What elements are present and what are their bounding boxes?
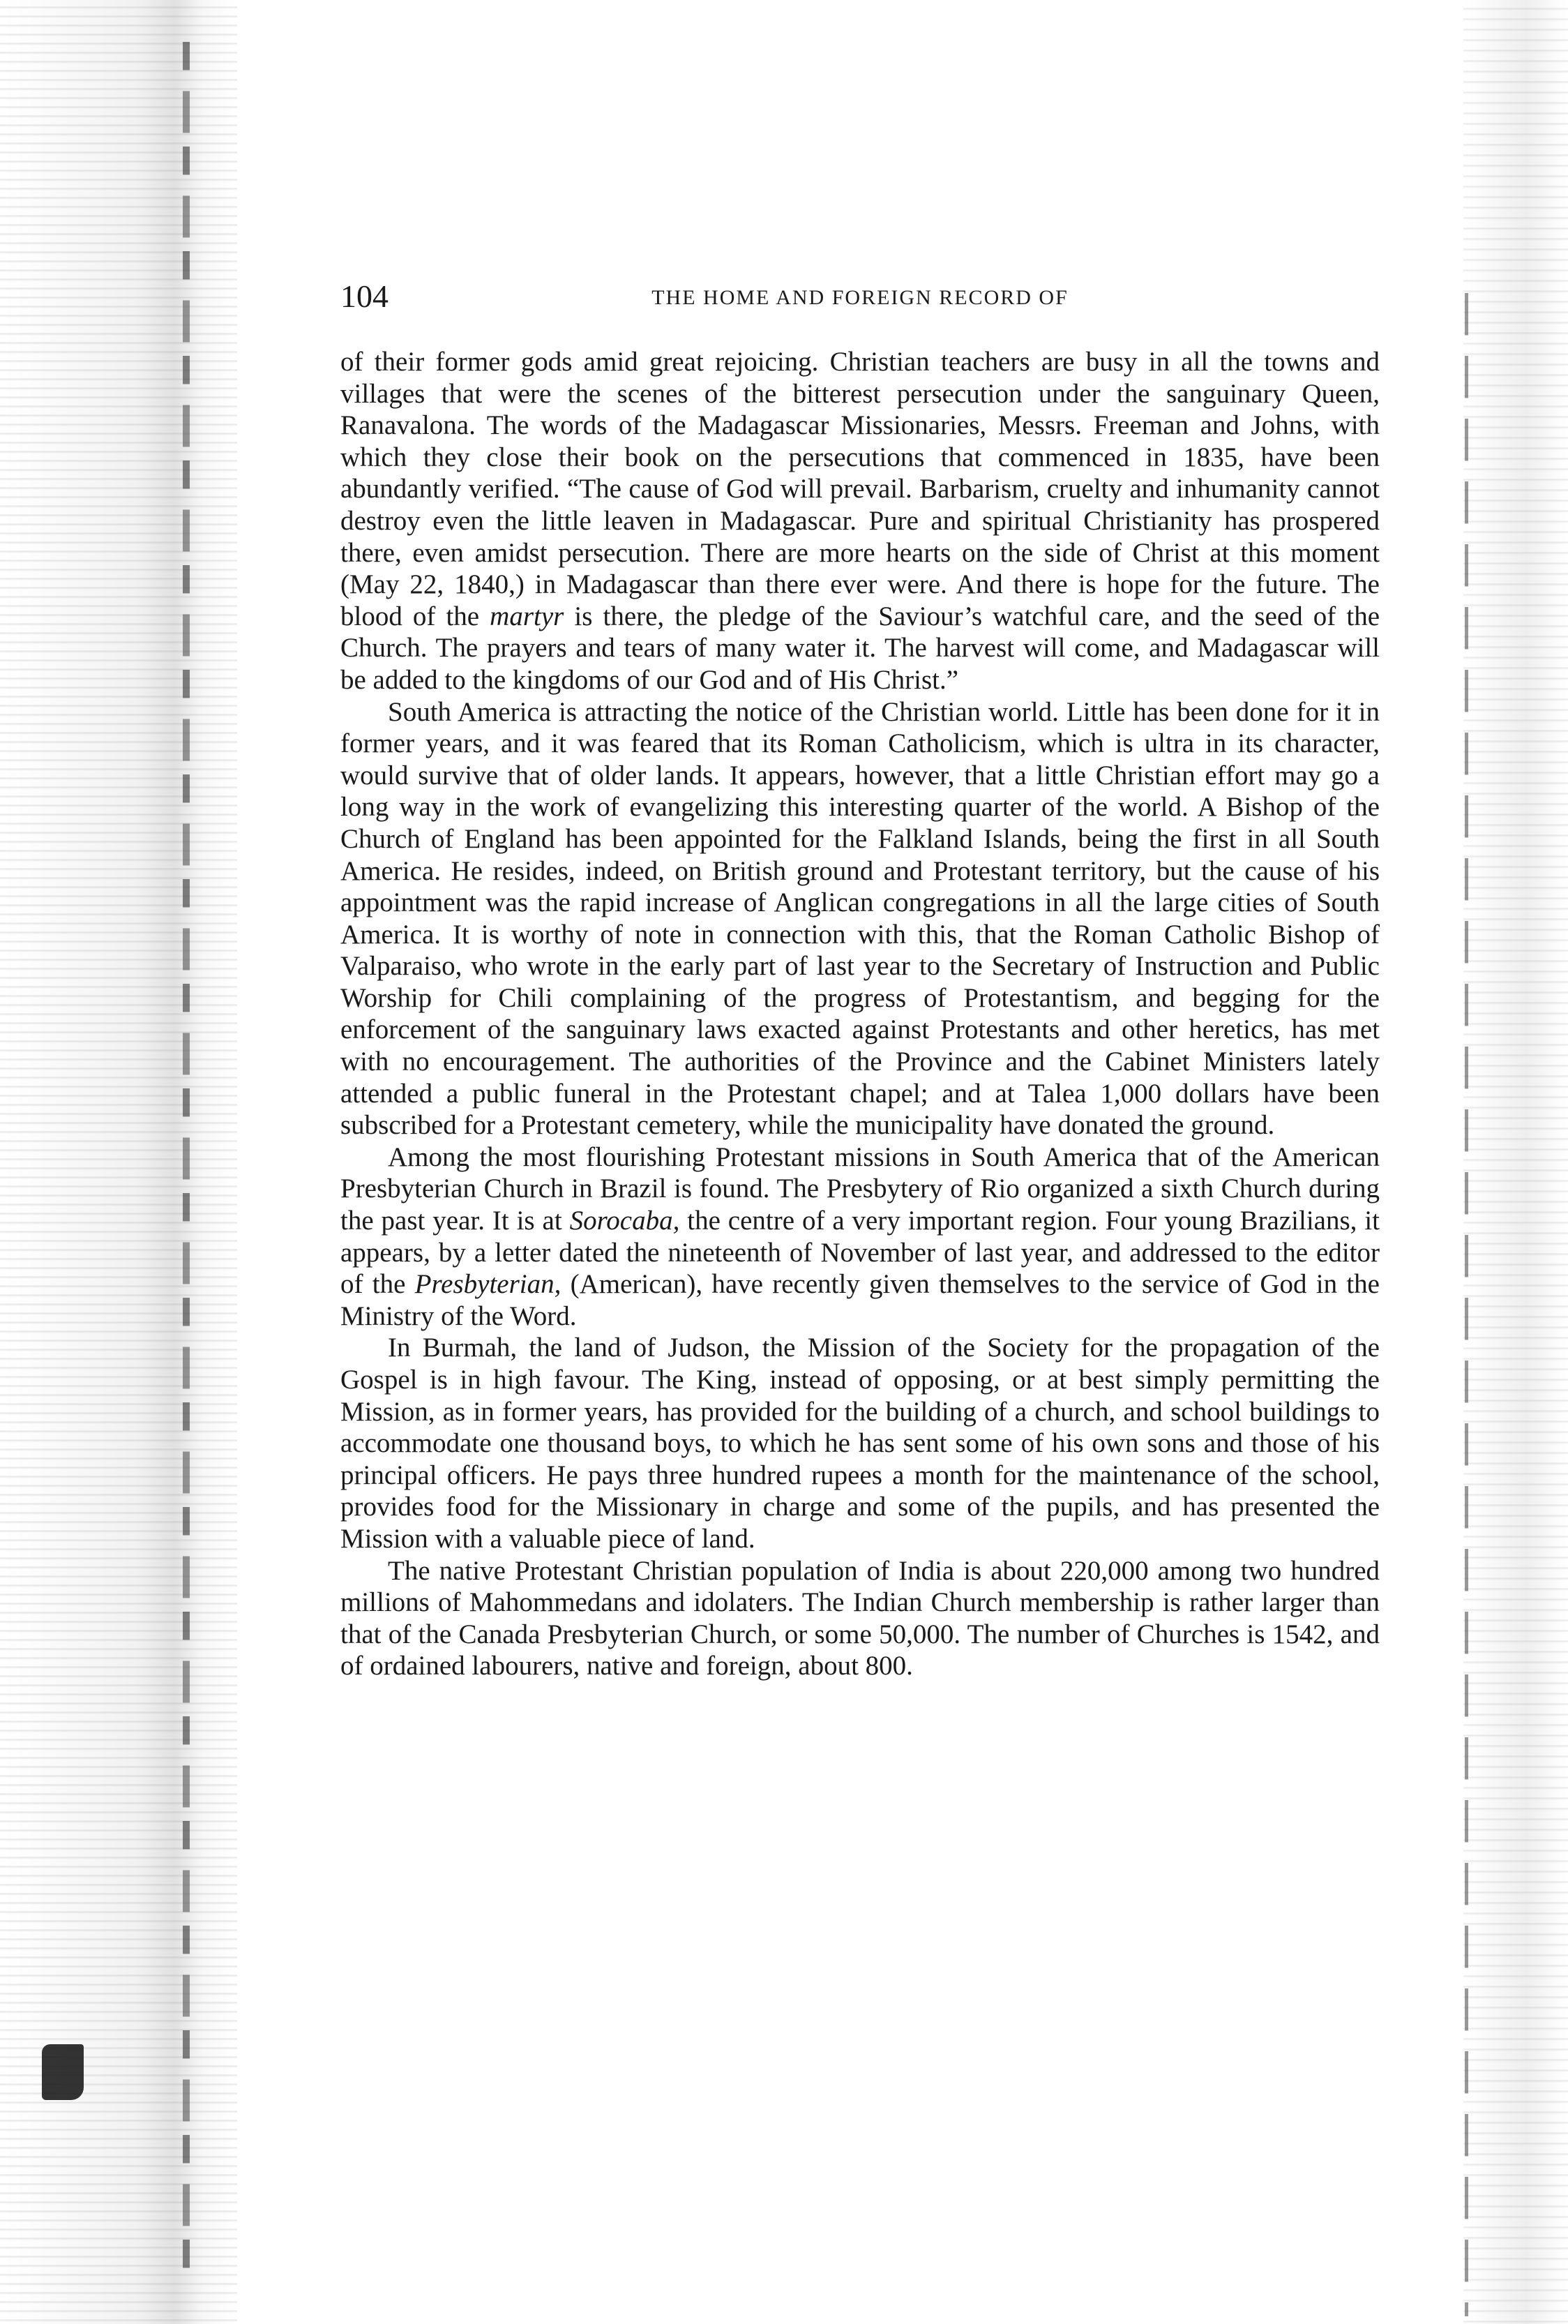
page-number: 104 <box>340 278 389 314</box>
paragraph-burmah <box>340 1332 1380 1554</box>
text-segment: (American), have recently given themselves to the service of God in the Ministry of the Word. <box>340 1269 1380 1331</box>
page-header <box>340 276 1380 317</box>
text-segment: The native Protestant Christian population of India is about 220,000 among two hundred millions of Mahommedans and idolaters. The Indian Church membership is rather larger than that of the Canada Presbyterian Church, or some 50,000. The number of Churches is 1542, and of ordained labourers, native and foreign, about 800. <box>340 1555 1380 1681</box>
text-segment: is there, the pledge of the Saviour’s watchful care, and the seed of the Church. The prayers and tears of many water it. The harvest will come, and Madagascar will be added to the kingdoms of our God and of His Christ.” <box>340 601 1380 695</box>
scan-edge-right <box>1463 0 1568 2324</box>
paragraph-south-america <box>340 696 1380 1141</box>
scan-ink-blot <box>42 2044 84 2100</box>
italic-segment: Sorocaba, <box>569 1206 680 1236</box>
text-segment: the centre of a very important region. Four young Brazilians, it appears, by a letter dated the nineteenth of November of last year, and addressed to the editor of the <box>340 1206 1380 1300</box>
text-segment: Among the most flourishing Protestant missions in South America that of the American Presbyterian Church in Brazil is found. The Presbytery of Rio organized a sixth Church during the past year. It is at <box>340 1141 1380 1236</box>
text-segment: of their former gods amid great rejoicing. Christian teachers are busy in all the towns and villages that were the scenes of the bitterest persecution under the sanguinary Queen, Ranavalona. The words of the Madagascar Missionaries, Messrs. Freeman and Johns, with which they close their book on the persecutions that commenced in 1835, have been abundantly verified. “The cause of God will prevail. Barbarism, cruelty and inhumanity cannot destroy even the little leaven in Madagascar. Pure and spiritual Christianity has prospered there, even amidst persecution. There are more hearts on the side of Christ at this moment (May 22, 1840,) in Madagascar than there ever were. And there is hope for the future. The blood of the <box>340 347 1380 631</box>
paragraph-brazil <box>340 1141 1380 1333</box>
scan-binding-shadow-left <box>183 42 190 2274</box>
text-segment: South America is attracting the notice of the Christian world. Little has been done for it in former years, and it was feared that its Roman Catholicism, which is ultra in its character, would survive that of older lands. It appears, however, that a little Christian effort may go a long way in the work of evangelizing this interesting quarter of the world. A Bishop of the Church of England has been appointed for the Falkland Islands, being the first in all South America. He resides, indeed, on British ground and Protestant territory, but the cause of his appointment was the rapid increase of Anglican congregations in all the large cities of South America. It is worthy of note in connection with this, that the Roman Catholic Bishop of Valparaiso, who wrote in the early part of last year to the Secretary of Instruction and Public Worship for Chili complaining of the progress of Protestantism, and begging for the enforcement of the sanguinary laws exacted against Protestants and other heretics, has met with no encouragement. The authorities of the Province and the Cabinet Ministers lately attended a public funeral in the Protestant chapel; and at Talea 1,000 dollars have been subscribed for a Protestant cemetery, while the municipality have donated the ground. <box>340 696 1380 1141</box>
running-head: THE HOME AND FOREIGN RECORD OF <box>651 286 1069 309</box>
text-segment: In Burmah, the land of Judson, the Mission of the Society for the propagation of the Gospel is in high favour. The King, instead of opposing, or at best simply permitting the Mission, as in former years, has provided for the building of a church, and school buildings to accommodate one thousand boys, to which he has sent some of his own sons and those of his principal officers. He pays three hundred rupees a month for the maintenance of the school, provides food for the Missionary in charge and some of the pupils, and has presented the Mission with a valuable piece of land. <box>340 1333 1380 1554</box>
scan-binding-edge-left <box>0 0 237 2324</box>
scan-shadow-right <box>1465 293 1468 2316</box>
paragraph-madagascar <box>340 346 1380 696</box>
italic-segment: martyr <box>490 601 564 631</box>
paragraph-india <box>340 1555 1380 1682</box>
italic-segment: Presbyterian, <box>414 1269 561 1300</box>
article-body <box>340 346 1380 1682</box>
